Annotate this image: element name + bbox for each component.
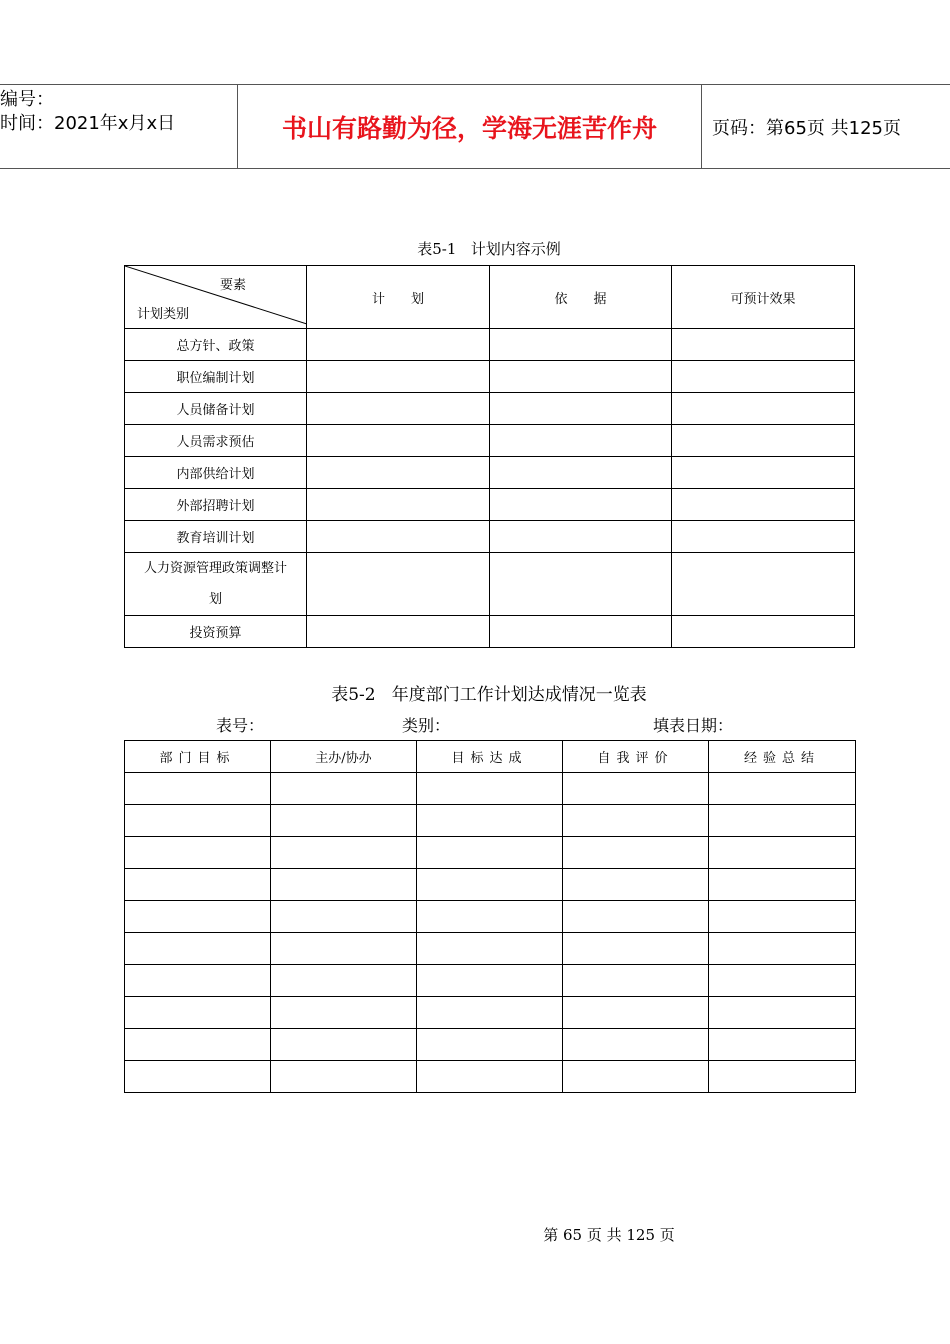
row-label: 人力资源管理政策调整计划 — [125, 553, 307, 616]
table-cell — [307, 425, 490, 457]
column-header-plan: 计 划 — [307, 266, 490, 329]
table-cell — [563, 1029, 709, 1061]
page-footer: 第 65 页 共 125 页 — [543, 1226, 675, 1244]
table-row — [125, 997, 856, 1029]
table-cell — [563, 997, 709, 1029]
table-cell — [271, 869, 417, 901]
table-cell — [490, 457, 672, 489]
table-cell — [490, 553, 672, 616]
table-cell — [307, 521, 490, 553]
row-label: 投资预算 — [125, 616, 307, 648]
table-cell — [490, 616, 672, 648]
table-cell — [672, 425, 855, 457]
table-cell — [709, 933, 856, 965]
row-label: 总方针、政策 — [125, 329, 307, 361]
table-cell — [672, 616, 855, 648]
table-cell — [563, 965, 709, 997]
form-category-label: 类别： — [402, 716, 451, 735]
table-cell — [417, 869, 563, 901]
table-cell — [271, 805, 417, 837]
table-cell — [125, 805, 271, 837]
table-cell — [490, 521, 672, 553]
table-row — [125, 521, 855, 553]
column-header-achievement: 目标达成 — [417, 741, 563, 773]
table2-body — [125, 773, 856, 1093]
table-row — [125, 901, 856, 933]
table-cell — [271, 1029, 417, 1061]
table-row — [125, 393, 855, 425]
table-cell — [271, 965, 417, 997]
table-cell — [125, 869, 271, 901]
column-header-basis: 依 据 — [490, 266, 672, 329]
table-cell — [672, 393, 855, 425]
table-cell — [490, 329, 672, 361]
diagonal-header-cell — [125, 266, 307, 329]
table-cell — [709, 773, 856, 805]
row-label: 人员储备计划 — [125, 393, 307, 425]
table-cell — [417, 773, 563, 805]
table-row — [125, 869, 856, 901]
corner-bottom-label: 计划类别 — [137, 307, 190, 322]
row-label: 外部招聘计划 — [125, 489, 307, 521]
table-cell — [125, 901, 271, 933]
number-label: 编号： — [0, 89, 54, 110]
table-cell — [672, 329, 855, 361]
table-cell — [672, 521, 855, 553]
table-cell — [271, 997, 417, 1029]
table-cell — [125, 933, 271, 965]
table-header-row — [125, 741, 856, 773]
table-cell — [563, 1061, 709, 1093]
table-cell — [672, 489, 855, 521]
row-label: 人员需求预估 — [125, 425, 307, 457]
row-label: 职位编制计划 — [125, 361, 307, 393]
form-number-label: 表号： — [216, 716, 265, 735]
header-divider-right — [701, 84, 702, 169]
table-row — [125, 489, 855, 521]
table-cell — [563, 805, 709, 837]
table-row — [125, 933, 856, 965]
table-cell — [709, 837, 856, 869]
table-row — [125, 965, 856, 997]
table-cell — [271, 773, 417, 805]
table2-caption: 表5-2 年度部门工作计划达成情况一览表 — [331, 685, 647, 705]
table-cell — [417, 997, 563, 1029]
table-cell — [490, 361, 672, 393]
row-label: 教育培训计划 — [125, 521, 307, 553]
table-cell — [307, 489, 490, 521]
page-info: 页码：第65页 共125页 — [712, 118, 901, 139]
table-cell — [417, 837, 563, 869]
plan-content-table — [124, 265, 855, 648]
table-cell — [307, 361, 490, 393]
table-cell — [307, 393, 490, 425]
table-row — [125, 1029, 856, 1061]
table-cell — [417, 965, 563, 997]
table-cell — [709, 869, 856, 901]
column-header-owner: 主办/协办 — [271, 741, 417, 773]
column-header-effect: 可预计效果 — [672, 266, 855, 329]
table-cell — [709, 997, 856, 1029]
table-cell — [271, 933, 417, 965]
table-cell — [672, 553, 855, 616]
table-cell — [563, 773, 709, 805]
table1-caption: 表5-1 计划内容示例 — [417, 240, 561, 258]
table-cell — [125, 773, 271, 805]
table-cell — [417, 1061, 563, 1093]
column-header-self-evaluation: 自我评价 — [563, 741, 709, 773]
table-cell — [709, 805, 856, 837]
table-cell — [709, 965, 856, 997]
table-cell — [709, 901, 856, 933]
row-label: 内部供给计划 — [125, 457, 307, 489]
header-top-rule — [0, 84, 950, 85]
table-cell — [307, 553, 490, 616]
table-cell — [271, 837, 417, 869]
table-row — [125, 773, 856, 805]
table-cell — [490, 393, 672, 425]
table-cell — [563, 901, 709, 933]
table-row — [125, 553, 855, 616]
table-row — [125, 425, 855, 457]
table-cell — [563, 869, 709, 901]
table-cell — [125, 1029, 271, 1061]
table-row — [125, 329, 855, 361]
table-cell — [307, 616, 490, 648]
table-row — [125, 805, 856, 837]
table-row — [125, 1061, 856, 1093]
table-cell — [417, 1029, 563, 1061]
table-row — [125, 616, 855, 648]
table-cell — [125, 997, 271, 1029]
table-cell — [125, 965, 271, 997]
table-cell — [417, 933, 563, 965]
table-cell — [307, 329, 490, 361]
table-cell — [490, 425, 672, 457]
table-cell — [307, 457, 490, 489]
corner-top-label: 要素 — [219, 278, 246, 293]
table-cell — [563, 837, 709, 869]
table-cell — [271, 1061, 417, 1093]
form-date-label: 填表日期： — [653, 716, 734, 735]
table-cell — [417, 901, 563, 933]
table-cell — [709, 1061, 856, 1093]
motto: 书山有路勤为径，学海无涯苦作舟 — [281, 114, 657, 143]
table-cell — [563, 933, 709, 965]
header-bottom-rule — [0, 168, 950, 169]
table-cell — [672, 361, 855, 393]
table-row — [125, 837, 856, 869]
table-cell — [125, 837, 271, 869]
table-cell — [271, 901, 417, 933]
table-row — [125, 457, 855, 489]
column-header-lessons: 经验总结 — [709, 741, 856, 773]
header-meta — [0, 88, 175, 136]
table-cell — [709, 1029, 856, 1061]
table-cell — [417, 805, 563, 837]
time-label: 时间：2021年x月x日 — [0, 113, 176, 134]
column-header-goal: 部门目标 — [125, 741, 271, 773]
table-cell — [490, 489, 672, 521]
table-cell — [125, 1061, 271, 1093]
table-cell — [672, 457, 855, 489]
table-row — [125, 361, 855, 393]
department-plan-table — [124, 740, 856, 1093]
